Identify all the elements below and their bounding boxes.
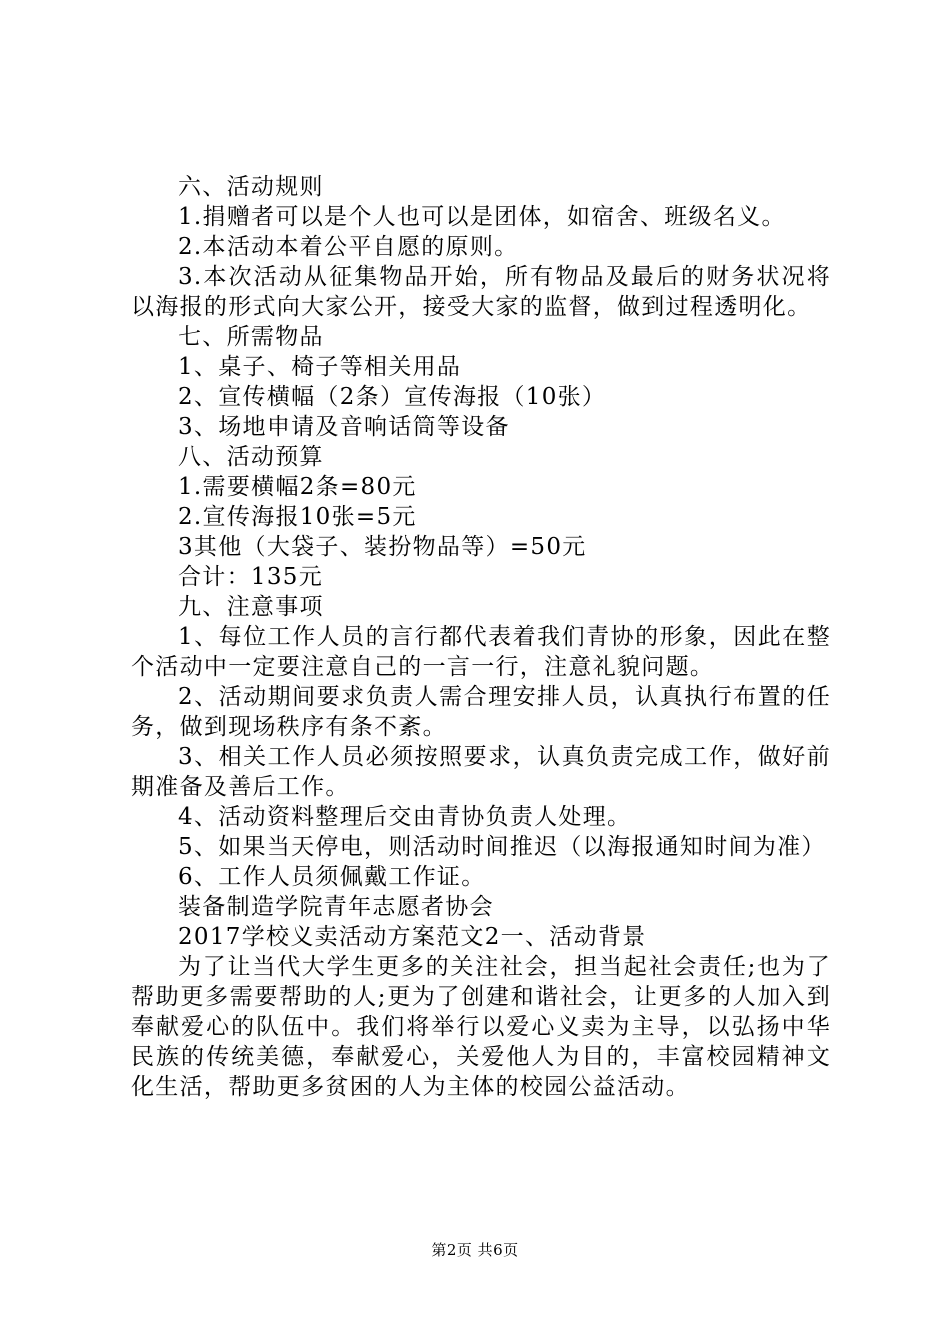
rule-item-3: 3.本次活动从征集物品开始，所有物品及最后的财务状况将以海报的形式向大家公开，接受大家的监督，做到过程透明化。 [131,264,831,320]
budget-item-3: 3其他（大袋子、装扮物品等）=50元 [178,534,587,560]
section-heading-rules: 六、活动规则 [178,174,324,200]
supply-item-3: 3、场地申请及音响话筒等设备 [178,414,510,440]
second-plan-heading: 2017学校义卖活动方案范文2一、活动背景 [178,924,647,950]
supply-item-1: 1、桌子、椅子等相关用品 [178,354,462,380]
section-heading-budget: 八、活动预算 [178,444,324,470]
note-item-2: 2、活动期间要求负责人需合理安排人员，认真执行布置的任务，做到现场秩序有条不紊。 [131,684,831,740]
note-item-1: 1、每位工作人员的言行都代表着我们青协的形象，因此在整个活动中一定要注意自己的一言一行，注意礼貌问题。 [131,624,831,680]
supply-item-2: 2、宣传横幅（2条）宣传海报（10张） [178,384,607,410]
budget-total: 合计：135元 [178,564,323,590]
page-footer: 第2页 共6页 [431,1241,519,1259]
rule-item-1: 1.捐赠者可以是个人也可以是团体，如宿舍、班级名义。 [178,204,786,230]
background-paragraph: 为了让当代大学生更多的关注社会，担当起社会责任;也为了帮助更多需要帮助的人;更为了创建和谐社会，让更多的人加入到奉献爱心的队伍中。我们将举行以爱心义卖为主导，以弘扬中华民族的传统美德，奉献爱心，关爱他人为目的，丰富校园精神文化生活，帮助更多贫困的人为主体的校园公益活动。 [131,954,831,1100]
note-item-6: 6、工作人员须佩戴工作证。 [178,864,486,890]
note-item-5: 5、如果当天停电，则活动时间推迟（以海报通知时间为准） [178,834,826,860]
section-heading-supplies: 七、所需物品 [178,324,324,350]
rule-item-2: 2.本活动本着公平自愿的原则。 [178,234,519,260]
note-item-4: 4、活动资料整理后交由青协负责人处理。 [178,804,632,830]
section-heading-notes: 九、注意事项 [178,594,324,620]
note-item-3: 3、相关工作人员必须按照要求，认真负责完成工作，做好前期准备及善后工作。 [131,744,831,800]
budget-item-2: 2.宣传海报10张=5元 [178,504,417,530]
organizer-signature: 装备制造学院青年志愿者协会 [178,894,494,920]
budget-item-1: 1.需要横幅2条=80元 [178,474,417,500]
document-body [131,172,831,1102]
